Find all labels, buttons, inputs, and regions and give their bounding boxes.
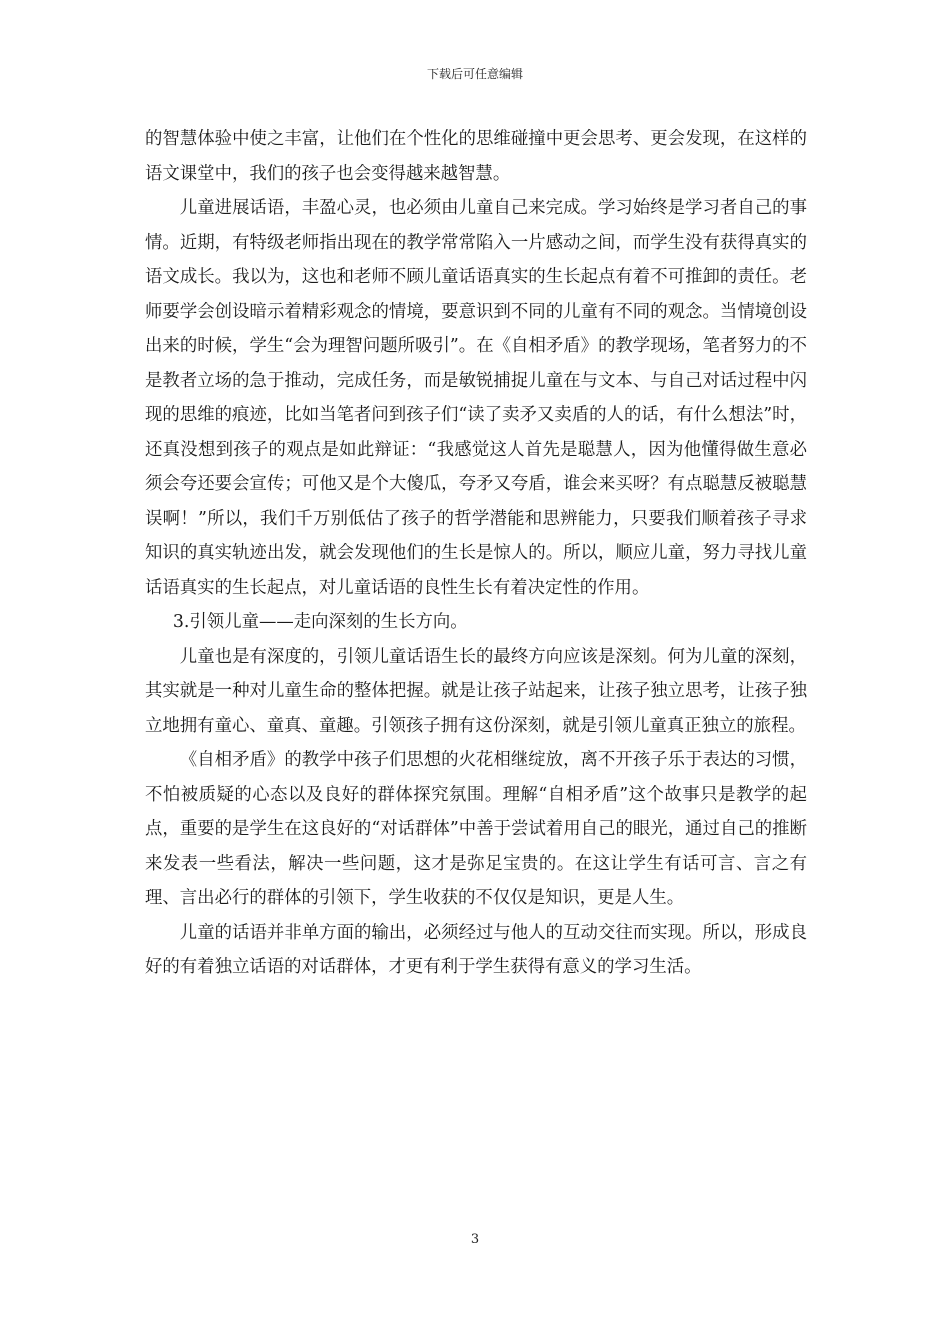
- document-body: [145, 122, 807, 985]
- page-number: 3: [470, 1232, 480, 1247]
- paragraph: 儿童进展话语，丰盈心灵，也必须由儿童自己来完成。学习始终是学习者自己的事情。近期，有特级老师指出现在的教学常常陷入一片感动之间，而学生没有获得真实的语文成长。我以为，这也和老师不顾儿童话语真实的生长起点有着不可推卸的责任。老师要学会创设暗示着精彩观念的情境，要意识到不同的儿童有不同的观念。当情境创设出来的时候，学生“会为理智问题所吸引”。在《自相矛盾》的教学现场，笔者努力的不是教者立场的急于推动，完成任务，而是敏锐捕捉儿童在与文本、与自己对话过程中闪现的思维的痕迹，比如当笔者问到孩子们“读了卖矛又卖盾的人的话，有什么想法”时，还真没想到孩子的观点是如此辩证：“我感觉这人首先是聪慧人，因为他懂得做生意必须会夸还要会宣传；可他又是个大傻瓜，夸矛又夸盾，谁会来买呀？有点聪慧反被聪慧误啊！”所以，我们千万别低估了孩子的哲学潜能和思辨能力，只要我们顺着孩子寻求知识的真实轨迹出发，就会发现他们的生长是惊人的。所以，顺应儿童，努力寻找儿童话语真实的生长起点，对儿童话语的良性生长有着决定性的作用。: [145, 198, 807, 598]
- page-header: 下载后可任意编辑: [426, 67, 523, 81]
- section-heading: 3.引领儿童——走向深刻的生长方向。: [172, 612, 468, 632]
- paragraph: 儿童也是有深度的，引领儿童话语生长的最终方向应该是深刻。何为儿童的深刻，其实就是一种对儿童生命的整体把握。就是让孩子站起来，让孩子独立思考，让孩子独立地拥有童心、童真、童趣。引领孩子拥有这份深刻，就是引领儿童真正独立的旅程。: [145, 646, 807, 736]
- paragraph: 《自相矛盾》的教学中孩子们思想的火花相继绽放，离不开孩子乐于表达的习惯，不怕被质疑的心态以及良好的群体探究氛围。理解“自相矛盾”这个故事只是教学的起点，重要的是学生在这良好的“对话群体”中善于尝试着用自己的眼光，通过自己的推断来发表一些看法，解决一些问题，这才是弥足宝贵的。在这让学生有话可言、言之有理、言出必行的群体的引领下，学生收获的不仅仅是知识，更是人生。: [145, 750, 807, 908]
- paragraph: 儿童的话语并非单方面的输出，必须经过与他人的互动交往而实现。所以，形成良好的有着独立话语的对话群体，才更有利于学生获得有意义的学习生活。: [145, 922, 807, 977]
- paragraph-continued: 的智慧体验中使之丰富，让他们在个性化的思维碰撞中更会思考、更会发现，在这样的语文课堂中，我们的孩子也会变得越来越智慧。: [145, 129, 807, 184]
